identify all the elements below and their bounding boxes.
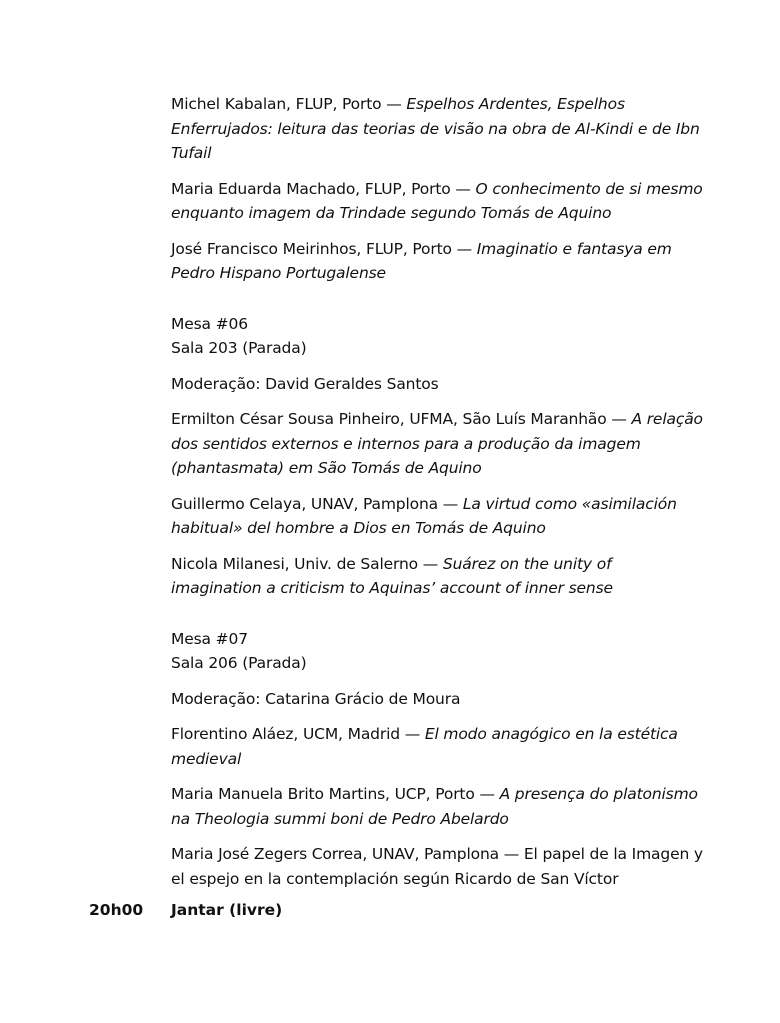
program-entry <box>171 782 706 831</box>
session-name: Mesa #07 <box>171 629 248 648</box>
session-room: Sala 203 (Parada) <box>171 339 307 357</box>
session-room: Sala 206 (Parada) <box>171 654 307 672</box>
entry-author: Guillermo Celaya, UNAV, Pamplona — <box>171 494 463 513</box>
program-entry <box>171 842 706 891</box>
program-entry <box>171 722 706 771</box>
program-entry <box>171 92 706 166</box>
entry-title: Espelhos Ardentes, Espelhos Enferrujados: leitura das teorias de visão na obra de Al-Kindi e de Ibn Tufail <box>171 95 700 162</box>
session-moderation: Moderação: David Geraldes Santos <box>171 374 439 393</box>
program-content <box>171 92 706 902</box>
entry-author: Nicola Milanesi, Univ. de Salerno — <box>171 554 443 573</box>
entry-author: José Francisco Meirinhos, FLUP, Porto — <box>171 239 477 258</box>
session-header <box>171 312 706 361</box>
entry-title: La virtud como «asimilación habitual» del hombre a Dios en Tomás de Aquino <box>171 494 677 537</box>
entry-author: Michel Kabalan, FLUP, Porto — <box>171 95 407 113</box>
entry-title: O conhecimento de si mesmo enquanto imagem da Trindade segundo Tomás de Aquino <box>171 179 703 222</box>
program-entry <box>171 407 706 481</box>
entry-author: Maria José Zegers Correa, UNAV, Pamplona — El papel de la Imagen y el espejo en la contemplación según Ricardo de San Víctor <box>171 845 703 888</box>
program-entry <box>171 552 706 601</box>
entry-title: Suárez on the unity of imagination a criticism to Aquinas’ account of inner sense <box>171 554 613 597</box>
entry-author: Maria Eduarda Machado, FLUP, Porto — <box>171 179 476 198</box>
session-header <box>171 627 706 676</box>
entry-author: Maria Manuela Brito Martins, UCP, Porto — <box>171 785 500 803</box>
session-name: Mesa #06 <box>171 314 248 333</box>
program-entry <box>171 237 706 286</box>
entry-title: El modo anagógico en la estética medieval <box>171 725 678 768</box>
session-moderation: Moderação: Catarina Grácio de Moura <box>171 689 461 708</box>
dinner-time: 20h00 <box>89 901 144 919</box>
entry-title: A relação dos sentidos externos e internos para a produção da imagem (phantasmata) em São Tomás de Aquino <box>171 410 703 477</box>
entry-author: Florentino Aláez, UCM, Madrid — <box>171 725 425 743</box>
dinner-label: Jantar (livre) <box>171 901 283 919</box>
program-entry <box>171 492 706 541</box>
entry-title: Imaginatio e fantasya em Pedro Hispano Portugalense <box>171 239 672 282</box>
session-mesa-07 <box>171 627 706 892</box>
session-mesa-06 <box>171 312 706 601</box>
entry-title: A presença do platonismo na Theologia summi boni de Pedro Abelardo <box>171 785 698 828</box>
entry-author: Ermilton César Sousa Pinheiro, UFMA, São Luís Maranhão — <box>171 410 632 428</box>
program-entry <box>171 177 706 226</box>
